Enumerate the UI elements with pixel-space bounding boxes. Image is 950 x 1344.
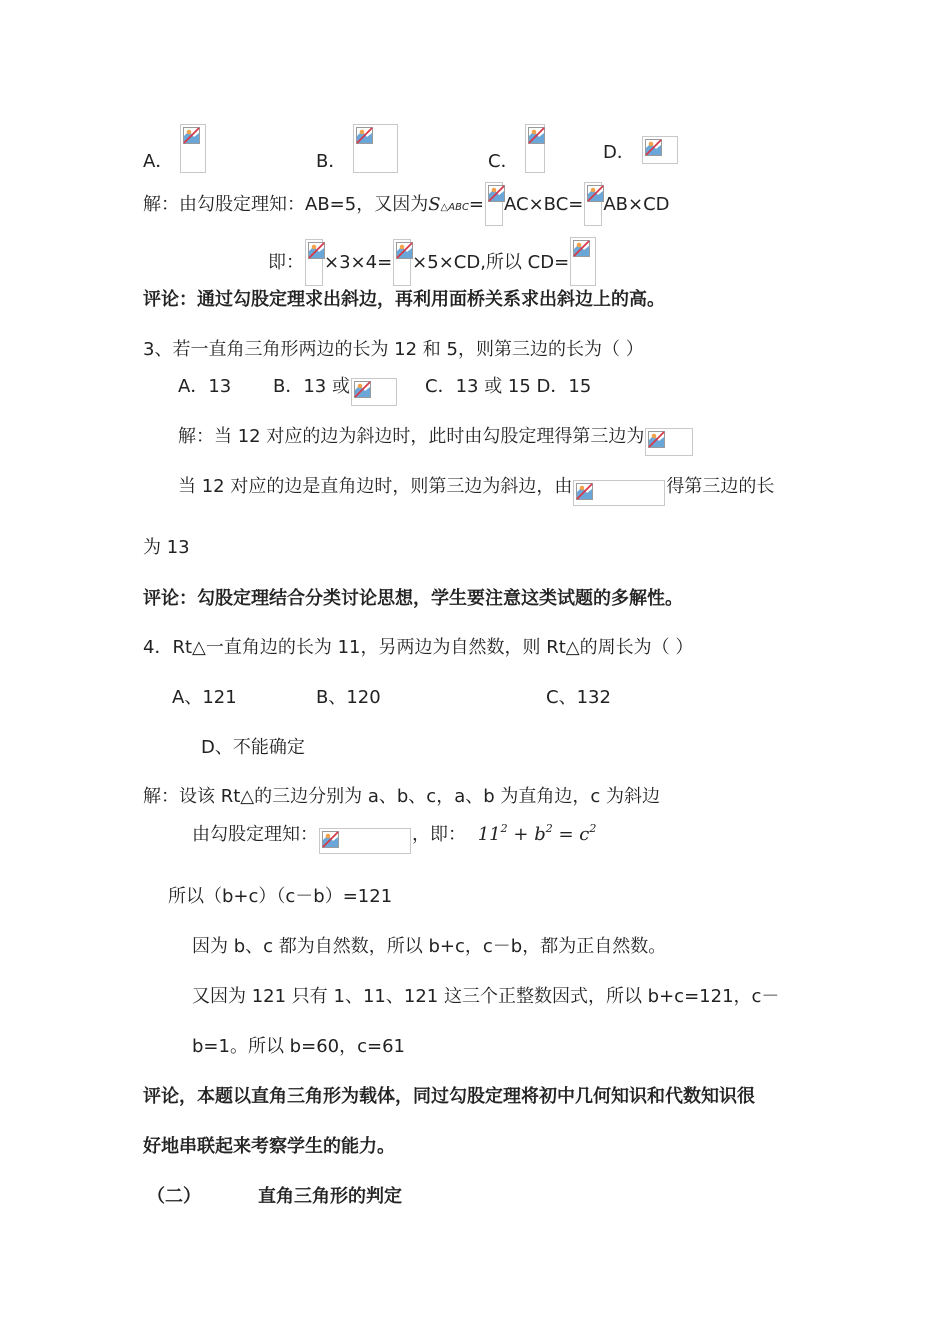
q3-option-a: A．13 — [178, 376, 232, 397]
q4-solution-line2 — [192, 822, 596, 854]
q4-solution2-mid: ，即： — [412, 824, 466, 845]
q4-option-c: C、132 — [546, 687, 611, 708]
q4-solution2-pre: 由勾股定理知： — [192, 824, 318, 845]
q3-solution-line3: 为 13 — [143, 537, 190, 558]
q2-comment: 评论：通过勾股定理求出斜边，再利用面桥关系求出斜边上的高。 — [143, 289, 665, 310]
area-subscript: △ABC — [440, 202, 469, 213]
pythagorean-formula — [478, 824, 597, 845]
q4-solution-line1: 解：设该 Rt△的三边分别为 a、b、c，a、b 为直角边，c 为斜边 — [143, 786, 660, 807]
broken-image-placeholder — [525, 124, 545, 173]
q4-option-a: A、121 — [172, 687, 237, 708]
q2-solution-line2 — [268, 237, 597, 286]
broken-image-icon — [576, 483, 593, 500]
q3-solution-line2 — [178, 474, 774, 506]
q3-option-b-label: B．13 或 — [273, 376, 350, 397]
q4-option-b: B、120 — [316, 687, 381, 708]
q4-solution-line3: 所以（b+c）（c－b）=121 — [168, 886, 393, 907]
q3-solution2-pre: 当 12 对应的边是直角边时，则第三边为斜边，由 — [178, 476, 573, 497]
broken-image-icon — [354, 381, 371, 398]
q4-option-d: D、不能确定 — [201, 737, 305, 758]
q4-solution-line6: b=1。所以 b=60，c=61 — [192, 1036, 405, 1057]
formula-term-c: c — [579, 824, 590, 845]
q2-option-c-label: C． — [488, 151, 519, 172]
q3-option-cd: C．13 或 15 D．15 — [425, 376, 592, 397]
q3-option-b — [273, 374, 398, 406]
q3-comment: 评论：勾股定理结合分类讨论思想，学生要注意这类试题的多解性。 — [143, 588, 683, 609]
q3-solution1-text: 解：当 12 对应的边为斜边时，此时由勾股定理得第三边为 — [178, 426, 645, 447]
q2-line2-prefix: 即： — [268, 252, 304, 273]
q2-option-b — [316, 124, 399, 175]
broken-image-icon — [587, 185, 604, 202]
q2-option-b-label: B． — [316, 151, 347, 172]
q4-solution-line4: 因为 b、c 都为自然数，所以 b+c，c－b，都为正自然数。 — [192, 936, 667, 957]
formula-term-11: 11 — [477, 824, 501, 845]
formula-term-b: b — [534, 824, 546, 845]
q2-option-c — [488, 124, 546, 175]
formula-plus: + — [513, 824, 529, 845]
broken-image-placeholder — [645, 428, 693, 456]
broken-image-placeholder — [573, 480, 665, 506]
broken-image-icon — [648, 431, 665, 448]
broken-image-icon — [645, 139, 662, 156]
broken-image-icon — [308, 242, 325, 259]
broken-image-icon — [528, 127, 545, 144]
formula-exponent: 2 — [589, 822, 597, 835]
broken-image-icon — [183, 127, 200, 144]
formula-equals: = — [558, 824, 574, 845]
broken-image-placeholder — [351, 378, 397, 406]
section-title: 直角三角形的判定 — [258, 1186, 402, 1207]
broken-image-icon — [396, 242, 413, 259]
broken-image-placeholder — [485, 182, 503, 226]
q2-option-a-label: A． — [143, 151, 174, 172]
broken-image-placeholder — [642, 136, 678, 164]
q3-solution-line1 — [178, 424, 694, 456]
q2-solution-prefix: 解：由勾股定理知：AB=5，又因为 — [143, 194, 429, 215]
q2-line2-part2: ×5×CD,所以 CD= — [412, 252, 570, 273]
q2-solution-line1 — [143, 182, 670, 226]
q2-option-d — [603, 136, 679, 166]
equals-sign: = — [468, 194, 485, 215]
q2-solution-acbc: AC×BC= — [504, 194, 584, 215]
broken-image-placeholder — [305, 239, 323, 286]
broken-image-icon — [322, 831, 339, 848]
broken-image-placeholder — [393, 239, 411, 286]
q4-solution-line5: 又因为 121 只有 1、11、121 这三个正整数因式，所以 b+c=121，c－ — [192, 986, 780, 1007]
q2-option-d-label: D． — [603, 142, 635, 163]
q2-line2-part1: ×3×4= — [324, 252, 393, 273]
broken-image-icon — [356, 127, 373, 144]
q3-solution2-post: 得第三边的长 — [666, 476, 775, 497]
q4-question: 4．Rt△一直角边的长为 11，另两边为自然数，则 Rt△的周长为（ ） — [143, 637, 694, 658]
broken-image-placeholder — [353, 124, 398, 173]
q4-comment-line1: 评论，本题以直角三角形为载体，同过勾股定理将初中几何知识和代数知识很 — [143, 1086, 755, 1107]
broken-image-icon — [573, 240, 590, 257]
q2-options-row — [143, 124, 207, 175]
broken-image-placeholder — [319, 828, 411, 854]
q2-solution-abcd: AB×CD — [603, 194, 670, 215]
area-symbol: S — [428, 194, 441, 215]
broken-image-placeholder — [180, 124, 206, 173]
q3-question: 3、若一直角三角形两边的长为 12 和 5，则第三边的长为（ ） — [143, 339, 644, 360]
broken-image-placeholder — [570, 237, 596, 286]
broken-image-placeholder — [584, 182, 602, 226]
formula-exponent: 2 — [500, 822, 508, 835]
formula-exponent: 2 — [545, 822, 553, 835]
section-number: （二） — [147, 1186, 201, 1207]
broken-image-icon — [488, 185, 505, 202]
q4-comment-line2: 好地串联起来考察学生的能力。 — [143, 1136, 395, 1157]
